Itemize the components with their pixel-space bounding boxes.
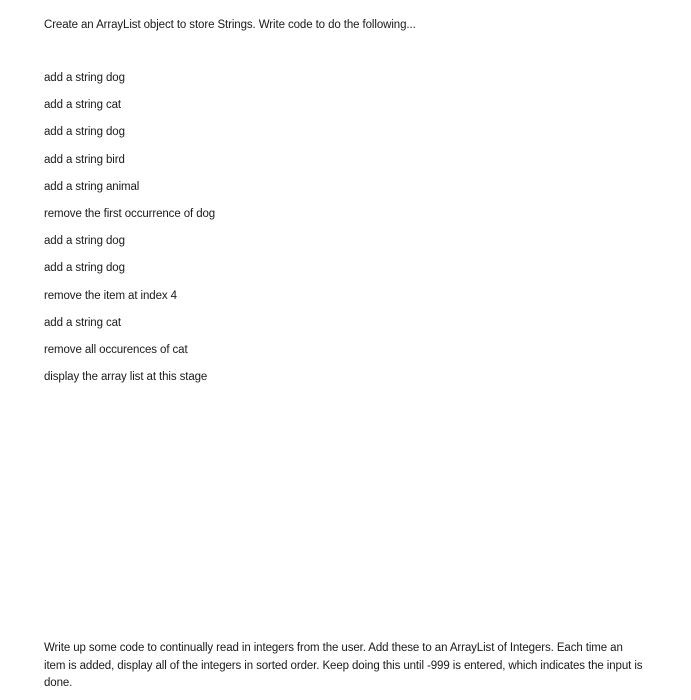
list-item: remove the item at index 4 <box>44 289 177 302</box>
list-item: add a string dog <box>44 235 125 248</box>
list-item: add a string dog <box>44 262 125 275</box>
list-item: add a string animal <box>44 180 140 193</box>
list-item: add a string cat <box>44 316 122 329</box>
second-task-paragraph: Write up some code to continually read in integers from the user. Add these to an ArrayList of Integers. Each time an item is added, display all of the integers in sorted order. Keep doing this until -999 is entered, which indicates the input is done. <box>44 642 643 689</box>
list-item: add a string cat <box>44 99 122 112</box>
list-item: add a string dog <box>44 126 125 139</box>
list-item: add a string dog <box>44 72 125 84</box>
intro-text: Create an ArrayList object to store Strings. Write code to do the following... <box>44 19 416 31</box>
list-item: display the array list at this stage <box>44 371 208 384</box>
instruction-list <box>44 70 215 396</box>
list-item: remove all occurences of cat <box>44 343 188 356</box>
list-item: remove the first occurrence of dog <box>44 207 216 220</box>
list-item: add a string bird <box>44 153 125 166</box>
